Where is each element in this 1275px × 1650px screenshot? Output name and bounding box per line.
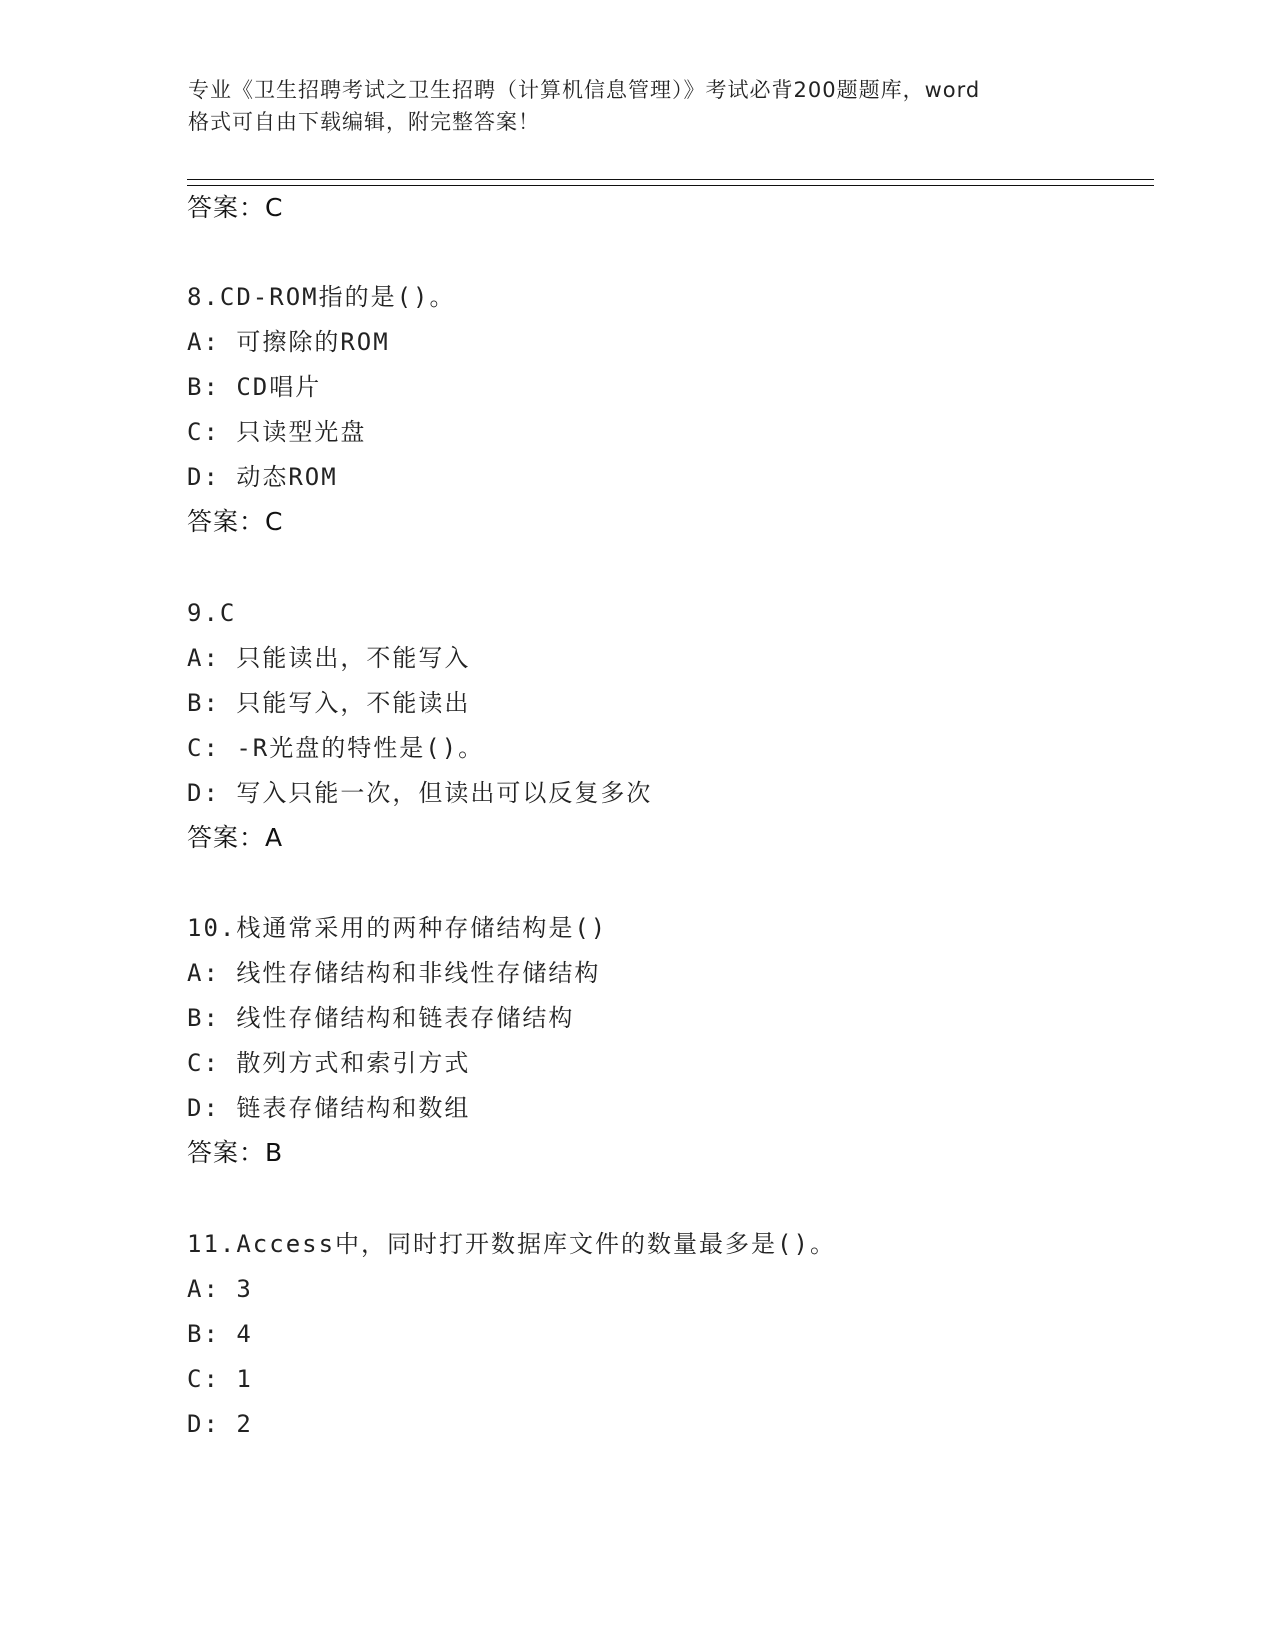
answer-q8: 答案：C	[187, 507, 284, 536]
question-9-stem: 9.C	[187, 599, 237, 627]
question-8-option-a: A: 可擦除的ROM	[187, 328, 390, 356]
question-11-stem: 11.Access中，同时打开数据库文件的数量最多是()。	[187, 1230, 836, 1258]
header-divider-top	[187, 179, 1154, 180]
answer-q10: 答案：B	[187, 1138, 284, 1167]
question-10-stem: 10.栈通常采用的两种存储结构是()	[187, 914, 608, 942]
question-10-option-b: B: 线性存储结构和链表存储结构	[187, 1004, 575, 1032]
question-8-option-c: C: 只读型光盘	[187, 418, 367, 446]
document-header	[188, 74, 1088, 138]
answer-q7: 答案：C	[187, 193, 284, 222]
header-line-2: 格式可自由下载编辑，附完整答案！	[188, 110, 540, 134]
question-10-option-c: C: 散列方式和索引方式	[187, 1049, 471, 1077]
header-divider-bottom	[187, 185, 1154, 186]
question-11-option-c: C: 1	[187, 1365, 253, 1393]
question-11-option-b: B: 4	[187, 1320, 253, 1348]
question-9-option-c: C: -R光盘的特性是()。	[187, 734, 485, 762]
question-9-option-b: B: 只能写入，不能读出	[187, 689, 471, 717]
question-10-option-a: A: 线性存储结构和非线性存储结构	[187, 959, 601, 987]
question-8-option-d: D: 动态ROM	[187, 463, 338, 491]
question-8-option-b: B: CD唱片	[187, 373, 322, 401]
answer-q9: 答案：A	[187, 823, 284, 852]
question-11-option-d: D: 2	[187, 1410, 253, 1438]
question-9-option-d: D: 写入只能一次，但读出可以反复多次	[187, 779, 653, 807]
question-9-option-a: A: 只能读出，不能写入	[187, 644, 471, 672]
header-line-1: 专业《卫生招聘考试之卫生招聘（计算机信息管理）》考试必背200题题库，word	[188, 78, 981, 102]
question-10-option-d: D: 链表存储结构和数组	[187, 1094, 471, 1122]
question-8-stem: 8.CD-ROM指的是()。	[187, 283, 456, 311]
question-11-option-a: A: 3	[187, 1275, 253, 1303]
